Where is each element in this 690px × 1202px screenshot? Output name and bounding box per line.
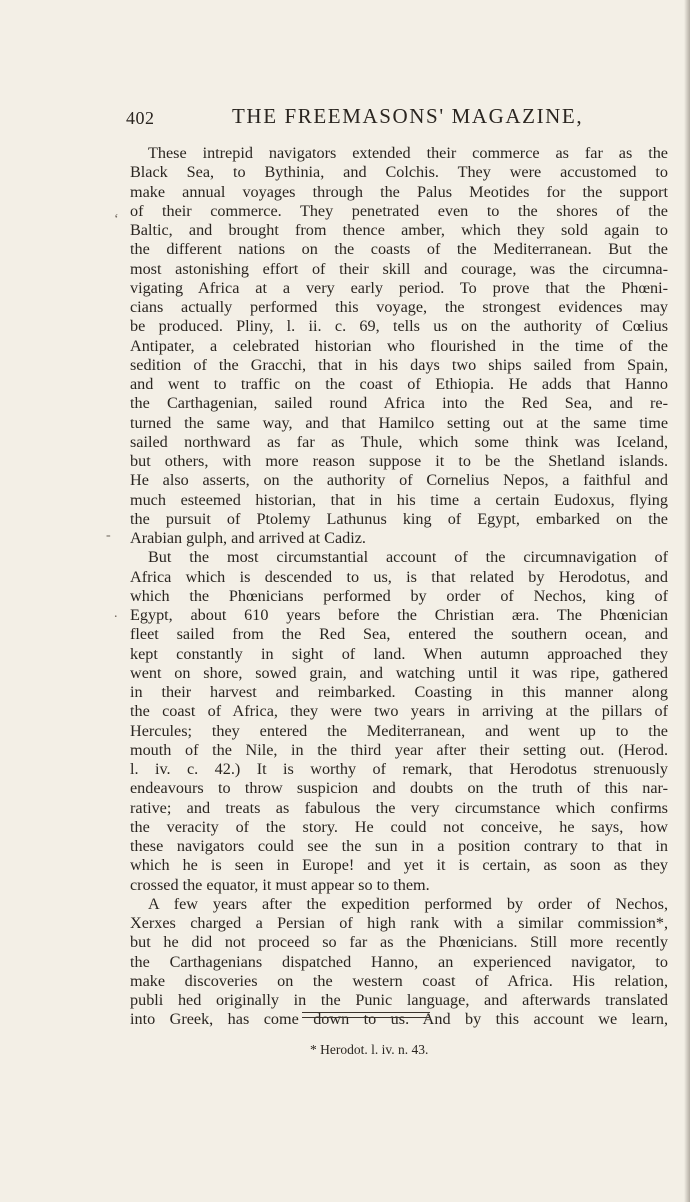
text-line: l. iv. c. 42.) It is worthy of remark, that Herodotus strenuously [130, 760, 668, 778]
text-line: much esteemed historian, that in his time a certain Eudoxus, flying [130, 490, 668, 509]
footnote: * Herodot. l. iv. n. 43. [310, 1042, 429, 1057]
text-line: He also asserts, on the authority of Cornelius Nepos, a faithful and [130, 471, 668, 490]
text-line: in their harvest and reimbarked. Coasting in this manner along [130, 683, 668, 701]
page-header [126, 104, 671, 132]
running-title: THE FREEMASONS' MAGAZINE, [232, 104, 584, 128]
text-line: endeavours to throw suspicion and doubts on the truth of this nar- [130, 779, 668, 798]
text-line: but he did not proceed so far as the Phœnicians. Still more recently [130, 933, 668, 952]
text-line: make annual voyages through the Palus Meotides for the support [130, 182, 668, 201]
text-line: went on shore, sowed grain, and watching until it was ripe, gathered [130, 663, 668, 682]
text-line: Hercules; they entered the Mediterranean, and went up to the [130, 721, 668, 740]
text-line: the veracity of the story. He could not conceive, he says, how [130, 817, 668, 836]
text-line: These intrepid navigators extended their commerce as far as the [148, 144, 668, 162]
text-line: which the Phœnicians performed by order of Nechos, king of [130, 586, 668, 605]
text-line: most astonishing effort of their skill and courage, was the circumna- [130, 259, 668, 278]
text-line: which he is seen in Europe! and yet it is certain, as soon as they [130, 856, 668, 875]
text-line: the different nations on the coasts of the Mediterranean. But the [130, 240, 668, 259]
page-edge-shadow [684, 0, 690, 1202]
text-line: sailed northward as far as Thule, which some think was Iceland, [130, 432, 668, 451]
text-line: of their commerce. They penetrated even to the shores of the [130, 201, 668, 220]
text-line: mouth of the Nile, in the third year after their setting out. (Herod. [130, 740, 668, 759]
text-line: sedition of the Gracchi, that in his days two ships sailed from Spain, [130, 355, 668, 374]
text-line: make discoveries on the western coast of Africa. His relation, [130, 971, 668, 990]
text-line: rative; and treats as fabulous the very circumstance which confirms [130, 798, 668, 817]
text-line: crossed the equator, it must appear so to them. [130, 875, 430, 894]
text-line: the coast of Africa, they were two years in arriving at the pillars of [130, 702, 668, 721]
text-line: Antipater, a celebrated historian who flourished in the time of the [130, 336, 668, 355]
margin-mark: - [106, 528, 111, 543]
body-text [130, 144, 668, 1030]
text-line: Africa which is descended to us, is that related by Herodotus, and [130, 567, 668, 586]
text-line: the pursuit of Ptolemy Lathunus king of Egypt, embarked on the [130, 509, 668, 528]
text-line: and went to traffic on the coast of Ethiopia. He adds that Hanno [130, 375, 668, 393]
text-line: Baltic, and brought from thence amber, which they sold again to [130, 221, 668, 239]
text-line: the Carthagenians dispatched Hanno, an experienced navigator, to [130, 952, 668, 971]
margin-mark: . [114, 606, 118, 621]
margin-mark: ‘ [114, 212, 119, 227]
text-line: kept constantly in sight of land. When autumn approached they [130, 644, 668, 663]
text-line: into Greek, has come down to us. And by this account we learn, [130, 1010, 668, 1029]
text-line: Egypt, about 610 years before the Christian æra. The Phœnician [130, 606, 668, 624]
text-line: but others, with more reason suppose it to be the Shetland islands. [130, 452, 668, 470]
text-line: fleet sailed from the Red Sea, entered the southern ocean, and [130, 625, 668, 644]
text-line: Xerxes charged a Persian of high rank with a similar commission*, [130, 914, 668, 932]
text-line: Black Sea, to Bythinia, and Colchis. They were accustomed to [130, 163, 668, 182]
text-line: publi hed originally in the Punic language, and afterwards translated [130, 991, 668, 1009]
text-line: A few years after the expedition performed by order of Nechos, [148, 894, 668, 913]
page-number: 402 [126, 108, 155, 128]
text-line: these navigators could see the sun in a position contrary to that in [130, 837, 668, 855]
text-line: be produced. Pliny, l. ii. c. 69, tells us on the authority of Cœlius [130, 317, 668, 336]
text-line: the Carthagenian, sailed round Africa into the Red Sea, and re- [130, 394, 668, 413]
text-line: vigating Africa at a very early period. To prove that the Phœni- [130, 278, 668, 297]
text-line: turned the same way, and that Hamilco setting out at the same time [130, 413, 668, 432]
text-line: But the most circumstantial account of the circumnavigation of [148, 548, 668, 567]
text-line: cians actually performed this voyage, the strongest evidences may [130, 298, 668, 316]
text-line: Arabian gulph, and arrived at Cadiz. [130, 529, 366, 547]
footnote-rule [302, 1012, 430, 1018]
